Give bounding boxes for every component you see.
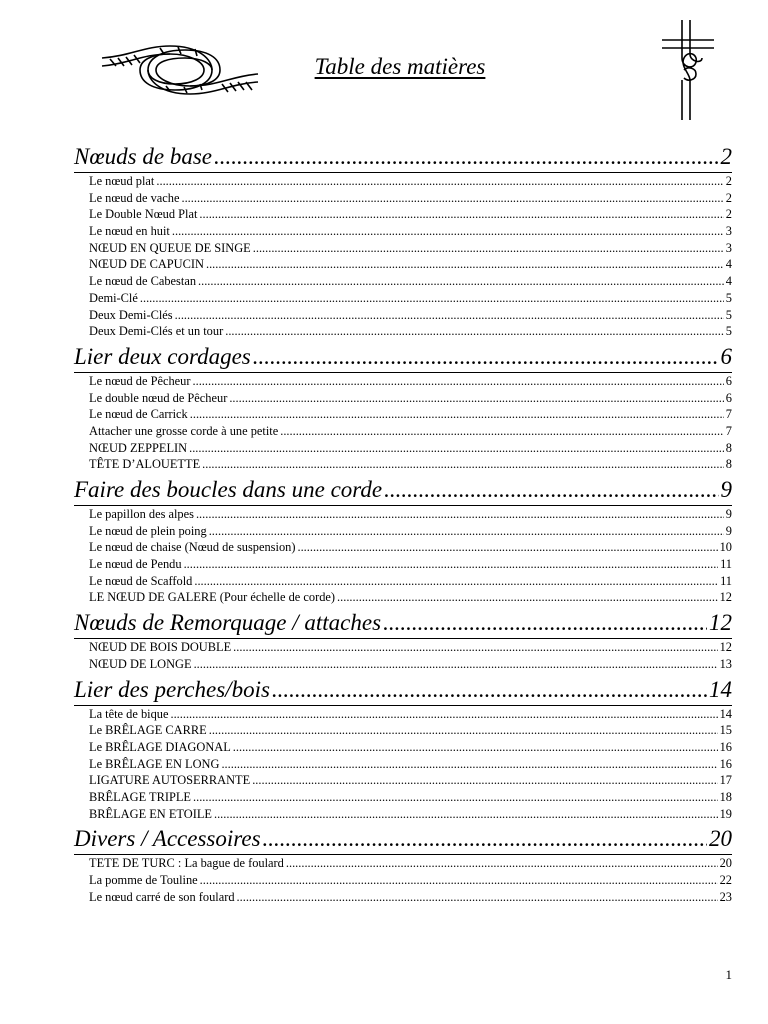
entry-label: Le Double Nœud Plat — [89, 207, 198, 222]
dot-leader — [181, 190, 723, 207]
entry-page: 18 — [719, 789, 732, 804]
dot-leader — [198, 273, 724, 290]
entry-label: TÊTE D’ALOUETTE — [89, 457, 201, 472]
entry-page: 6 — [725, 373, 732, 388]
toc-entry[interactable] — [74, 273, 732, 290]
entry-label: Deux Demi-Clés — [89, 307, 173, 322]
entry-label: Le BRÊLAGE EN LONG — [89, 756, 220, 771]
dot-leader — [140, 290, 724, 307]
entry-page: 19 — [719, 806, 732, 821]
dot-leader — [200, 872, 718, 889]
section-title: Divers / Accessoires — [74, 826, 261, 852]
section-page: 2 — [720, 144, 732, 169]
entry-page: 16 — [719, 756, 732, 771]
dot-leader — [383, 608, 707, 638]
section-page: 14 — [709, 676, 732, 702]
toc-entry[interactable] — [74, 390, 732, 407]
entry-page: 3 — [725, 240, 732, 255]
entry-page: 17 — [719, 773, 732, 788]
entry-page: 13 — [719, 656, 732, 671]
dot-leader — [263, 824, 707, 854]
dot-leader — [209, 523, 724, 540]
entry-label: NŒUD DE LONGE — [89, 656, 192, 671]
entry-label: Le nœud de Cabestan — [89, 274, 197, 289]
section-page: 12 — [709, 610, 732, 636]
section-title: Lier deux cordages — [74, 343, 251, 369]
dot-leader — [280, 423, 724, 440]
toc-entry[interactable] — [74, 373, 732, 390]
dot-leader — [214, 142, 719, 172]
dot-leader — [193, 373, 724, 390]
toc-entry[interactable] — [74, 323, 732, 340]
toc-entry[interactable] — [74, 256, 732, 273]
entry-label: Le nœud de vache — [89, 190, 180, 205]
dot-leader — [272, 675, 707, 705]
dot-leader — [202, 456, 724, 473]
section-title: Faire des boucles dans une corde — [74, 477, 383, 502]
toc-entry[interactable] — [74, 506, 732, 523]
entry-label: TETE DE TURC : La bague de foulard — [89, 856, 284, 871]
dot-leader — [172, 223, 724, 240]
dot-leader — [209, 722, 718, 739]
entry-page: 5 — [725, 324, 732, 339]
toc-entry[interactable] — [74, 789, 732, 806]
dot-leader — [194, 573, 718, 590]
dot-leader — [229, 390, 723, 407]
entry-label: Le BRÊLAGE CARRE — [89, 723, 207, 738]
section-page: 9 — [720, 477, 732, 502]
toc-section — [74, 608, 732, 672]
table-of-contents — [74, 140, 732, 905]
toc-entry[interactable] — [74, 190, 732, 207]
entry-label: Le nœud carré de son foulard — [89, 889, 235, 904]
entry-page: 6 — [725, 390, 732, 405]
toc-section-heading[interactable] — [74, 824, 732, 855]
toc-entry[interactable] — [74, 855, 732, 872]
entry-page: 9 — [725, 523, 732, 538]
entry-page: 16 — [719, 739, 732, 754]
dot-leader — [156, 173, 723, 190]
entry-label: NŒUD DE BOIS DOUBLE — [89, 640, 232, 655]
entry-label: BRÊLAGE EN ETOILE — [89, 806, 212, 821]
dot-leader — [286, 855, 718, 872]
entry-label: BRÊLAGE TRIPLE — [89, 789, 191, 804]
dot-leader — [337, 589, 718, 606]
entry-page: 4 — [725, 257, 732, 272]
dot-leader — [196, 506, 724, 523]
reef-knot-illustration — [100, 38, 260, 102]
dot-leader — [214, 806, 718, 823]
section-title: Lier des perches/bois — [74, 676, 270, 702]
entry-page: 12 — [719, 640, 732, 655]
dot-leader — [206, 256, 724, 273]
entry-page: 5 — [725, 307, 732, 322]
toc-entry[interactable] — [74, 722, 732, 739]
entry-page: 14 — [719, 706, 732, 721]
entry-page: 2 — [725, 190, 732, 205]
toc-entry[interactable] — [74, 440, 732, 457]
section-page: 20 — [709, 826, 732, 852]
toc-entry[interactable] — [74, 240, 732, 257]
dot-leader — [170, 706, 717, 723]
dot-leader — [175, 307, 724, 324]
entry-page: 5 — [725, 290, 732, 305]
toc-entry[interactable] — [74, 589, 732, 606]
entry-label: Le nœud de chaise (Nœud de suspension) — [89, 540, 296, 555]
entry-page: 23 — [719, 889, 732, 904]
toc-entry[interactable] — [74, 573, 732, 590]
entry-label: NŒUD EN QUEUE DE SINGE — [89, 240, 251, 255]
toc-entry[interactable] — [74, 423, 732, 440]
entry-page: 10 — [719, 540, 732, 555]
toc-entry[interactable] — [74, 656, 732, 673]
entry-page: 11 — [720, 573, 732, 588]
entry-label: Le papillon des alpes — [89, 507, 194, 521]
dot-leader — [253, 342, 719, 372]
toc-section — [74, 824, 732, 905]
entry-page: 8 — [725, 457, 732, 472]
toc-section — [74, 342, 732, 473]
entry-page: 11 — [720, 557, 732, 572]
entry-label: Le nœud en huit — [89, 224, 170, 239]
hitch-knot-illustration — [662, 18, 714, 122]
toc-entry[interactable] — [74, 307, 732, 324]
entry-page: 20 — [719, 856, 732, 871]
toc-entry[interactable] — [74, 539, 732, 556]
toc-entry[interactable] — [74, 173, 732, 190]
entry-page: 7 — [725, 407, 732, 422]
entry-page: 12 — [719, 590, 732, 605]
dot-leader — [189, 440, 724, 457]
toc-entry[interactable] — [74, 406, 732, 423]
toc-section — [74, 475, 732, 606]
toc-section — [74, 142, 732, 340]
entry-page: 9 — [725, 507, 732, 521]
dot-leader — [225, 323, 724, 340]
entry-page: 4 — [725, 274, 732, 289]
entry-label: NŒUD ZEPPELIN — [89, 440, 188, 455]
section-title: Nœuds de base — [74, 144, 212, 169]
toc-entry[interactable] — [74, 706, 732, 723]
toc-entry[interactable] — [74, 772, 732, 789]
toc-entry[interactable] — [74, 290, 732, 307]
entry-label: Le BRÊLAGE DIAGONAL — [89, 739, 231, 754]
dot-leader — [384, 475, 718, 505]
dot-leader — [297, 539, 717, 556]
entry-page: 7 — [725, 423, 732, 438]
dot-leader — [237, 889, 718, 906]
toc-entry[interactable] — [74, 756, 732, 773]
toc-entry[interactable] — [74, 806, 732, 823]
toc-section — [74, 675, 732, 823]
section-title: Nœuds de Remorquage / attaches — [74, 610, 382, 636]
toc-entry[interactable] — [74, 739, 732, 756]
toc-entry[interactable] — [74, 639, 732, 656]
dot-leader — [233, 739, 718, 756]
entry-page: 2 — [725, 174, 732, 188]
entry-label: Attacher une grosse corde à une petite — [89, 423, 279, 438]
dot-leader — [193, 789, 718, 806]
toc-entry[interactable] — [74, 456, 732, 473]
toc-entry[interactable] — [74, 556, 732, 573]
entry-label: Demi-Clé — [89, 290, 138, 305]
entry-label: Le nœud de Pêcheur — [89, 373, 191, 388]
dot-leader — [233, 639, 717, 656]
entry-label: Deux Demi-Clés et un tour — [89, 324, 224, 339]
dot-leader — [190, 406, 724, 423]
entry-page: 8 — [725, 440, 732, 455]
toc-entry[interactable] — [74, 223, 732, 240]
entry-label: Le nœud de Carrick — [89, 407, 188, 422]
toc-entry[interactable] — [74, 872, 732, 889]
toc-section-heading[interactable] — [74, 475, 732, 506]
entry-label: Le nœud de Pendu — [89, 557, 182, 572]
section-page: 6 — [720, 343, 732, 369]
toc-section-heading[interactable] — [74, 675, 732, 706]
dot-leader — [252, 772, 717, 789]
entry-label: La tête de bique — [89, 706, 169, 721]
dot-leader — [221, 756, 717, 773]
entry-page: 2 — [725, 207, 732, 222]
entry-label: LE NŒUD DE GALERE (Pour échelle de corde) — [89, 590, 336, 605]
page-number: 1 — [725, 967, 732, 982]
toc-section-heading[interactable] — [74, 608, 732, 639]
entry-label: La pomme de Touline — [89, 873, 198, 887]
dot-leader — [194, 656, 718, 673]
entry-label: Le nœud de Scaffold — [89, 573, 193, 588]
toc-entry[interactable] — [74, 206, 732, 223]
dot-leader — [184, 556, 718, 573]
toc-section-heading[interactable] — [74, 142, 732, 173]
toc-entry[interactable] — [74, 523, 732, 540]
toc-section-heading[interactable] — [74, 342, 732, 373]
entry-label: Le double nœud de Pêcheur — [89, 390, 228, 405]
page-title: Table des matières — [314, 54, 486, 79]
entry-label: Le nœud de plein poing — [89, 523, 207, 538]
entry-label: LIGATURE AUTOSERRANTE — [89, 773, 251, 788]
dot-leader — [199, 206, 723, 223]
entry-page: 22 — [719, 873, 732, 887]
entry-label: NŒUD DE CAPUCIN — [89, 257, 204, 272]
dot-leader — [253, 240, 724, 257]
entry-label: Le nœud plat — [89, 174, 155, 188]
entry-page: 15 — [719, 723, 732, 738]
entry-page: 3 — [725, 224, 732, 239]
toc-entry[interactable] — [74, 889, 732, 906]
